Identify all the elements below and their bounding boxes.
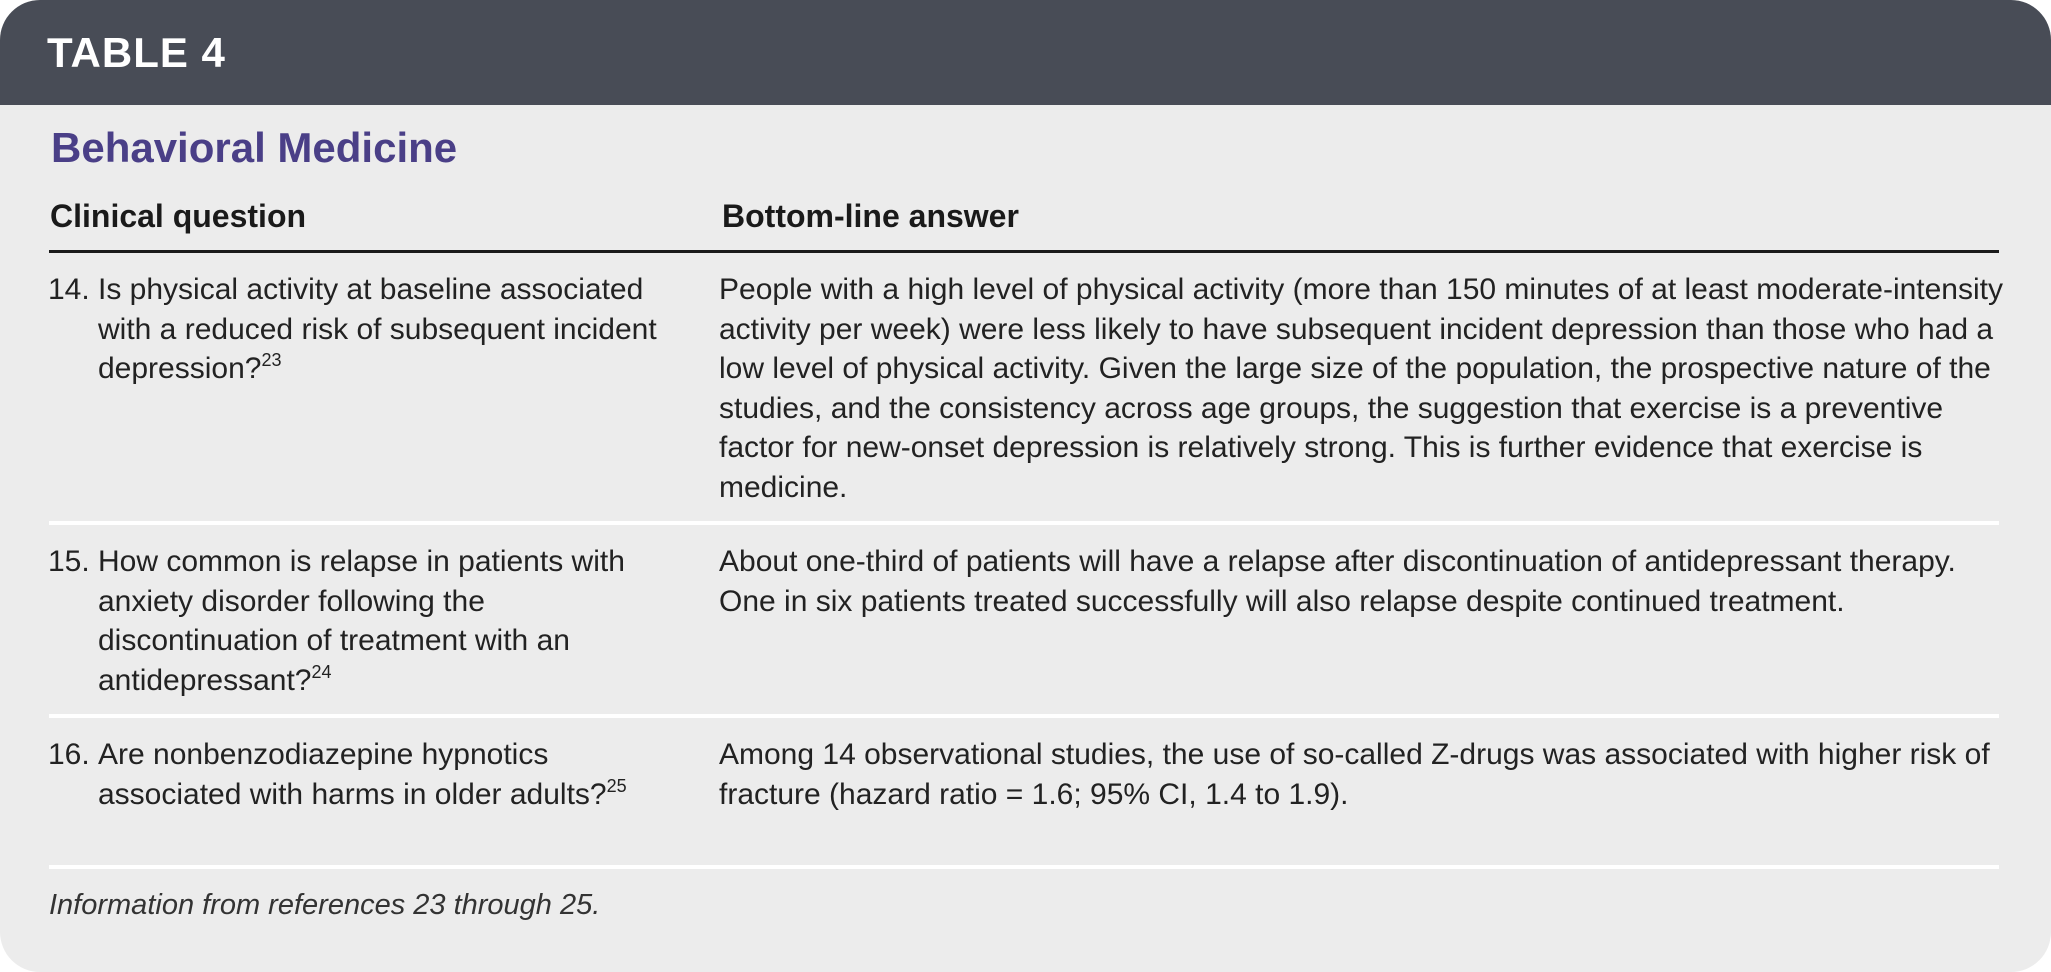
row-number: 15.	[48, 545, 90, 578]
header-rule	[49, 250, 1999, 253]
table-footnote: Information from references 23 through 25.	[49, 889, 601, 921]
section-title: Behavioral Medicine	[51, 124, 458, 171]
column-header-answer: Bottom-line answer	[722, 198, 1019, 234]
reference-superscript: 24	[311, 661, 332, 682]
bottom-line-answer: About one-third of patients will have a relapse after discontinuation of antidepressant therapy. One in six patients treated successfully will also relapse despite continued treatment.	[719, 545, 1956, 618]
reference-superscript: 25	[606, 775, 627, 796]
row-number: 14.	[48, 273, 90, 306]
row-divider	[49, 865, 1999, 869]
clinical-question	[98, 542, 678, 700]
bottom-line-answer: People with a high level of physical activity (more than 150 minutes of at least moderate-intensity activity per week) were less likely to have subsequent incident depression than those who had a low level of physical activity. Given the large size of the population, the prospective nature of the studies, and the consistency across age groups, the suggestion that exercise is a preventive factor for new-onset depression is relatively strong. This is further evidence that exercise is medicine.	[719, 273, 2003, 504]
row-divider	[49, 521, 1999, 525]
reference-superscript: 23	[261, 350, 282, 370]
question-text: Are nonbenzodiazepine hypnotics associated with harms in older adults?	[98, 738, 607, 811]
table-header-bar	[0, 0, 2051, 105]
row-number: 16.	[48, 738, 90, 771]
clinical-question	[98, 735, 678, 814]
question-text: How common is relapse in patients with anxiety disorder following the discontinuation of treatment with an antidepressant?	[98, 545, 625, 697]
clinical-question	[98, 270, 678, 389]
column-header-question: Clinical question	[50, 198, 307, 234]
table-label: TABLE 4	[47, 29, 226, 76]
question-text: Is physical activity at baseline associated with a reduced risk of subsequent incident depression?	[98, 273, 657, 385]
bottom-line-answer: Among 14 observational studies, the use of so-called Z-drugs was associated with higher risk of fracture (hazard ratio = 1.6; 95% CI, 1.4 to 1.9).	[719, 738, 1990, 811]
row-divider	[49, 714, 1999, 718]
